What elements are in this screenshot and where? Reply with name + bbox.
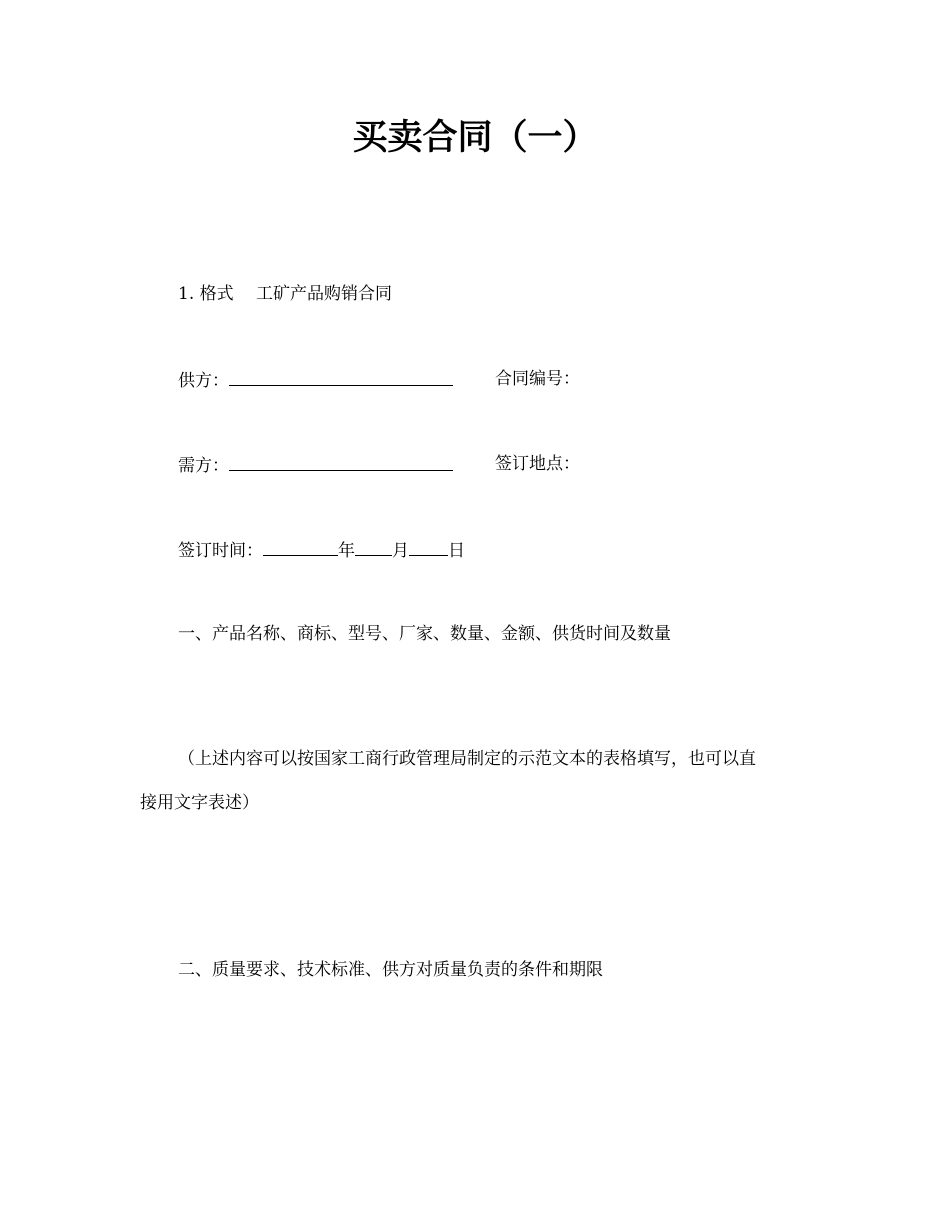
note-line-2: 接用文字表述）: [140, 793, 259, 813]
month-label: 月: [392, 541, 409, 561]
supplier-row: [178, 369, 453, 391]
year-blank[interactable]: [263, 539, 338, 556]
year-label: 年: [338, 541, 355, 561]
supplier-blank[interactable]: [229, 369, 453, 386]
section-1-heading: 一、产品名称、商标、型号、厂家、数量、金额、供货时间及数量: [178, 624, 671, 644]
day-label: 日: [448, 541, 465, 561]
contract-no-label: 合同编号：: [495, 369, 580, 389]
month-blank[interactable]: [355, 539, 392, 556]
buyer-blank[interactable]: [229, 454, 453, 471]
buyer-row: [178, 454, 453, 476]
supplier-label: 供方：: [178, 371, 229, 391]
note-line-1: （上述内容可以按国家工商行政管理局制定的示范文本的表格填写，也可以直: [178, 749, 756, 769]
sign-place-label: 签订地点：: [495, 454, 580, 474]
sign-time-row: [178, 539, 465, 561]
document-title: 买卖合同（一）: [352, 118, 598, 158]
buyer-label: 需方：: [178, 456, 229, 476]
section-2-heading: 二、质量要求、技术标准、供方对质量负责的条件和期限: [178, 960, 603, 980]
sign-time-label: 签订时间：: [178, 541, 263, 561]
format-line: 1. 格式 工矿产品购销合同: [178, 284, 393, 304]
day-blank[interactable]: [409, 539, 448, 556]
